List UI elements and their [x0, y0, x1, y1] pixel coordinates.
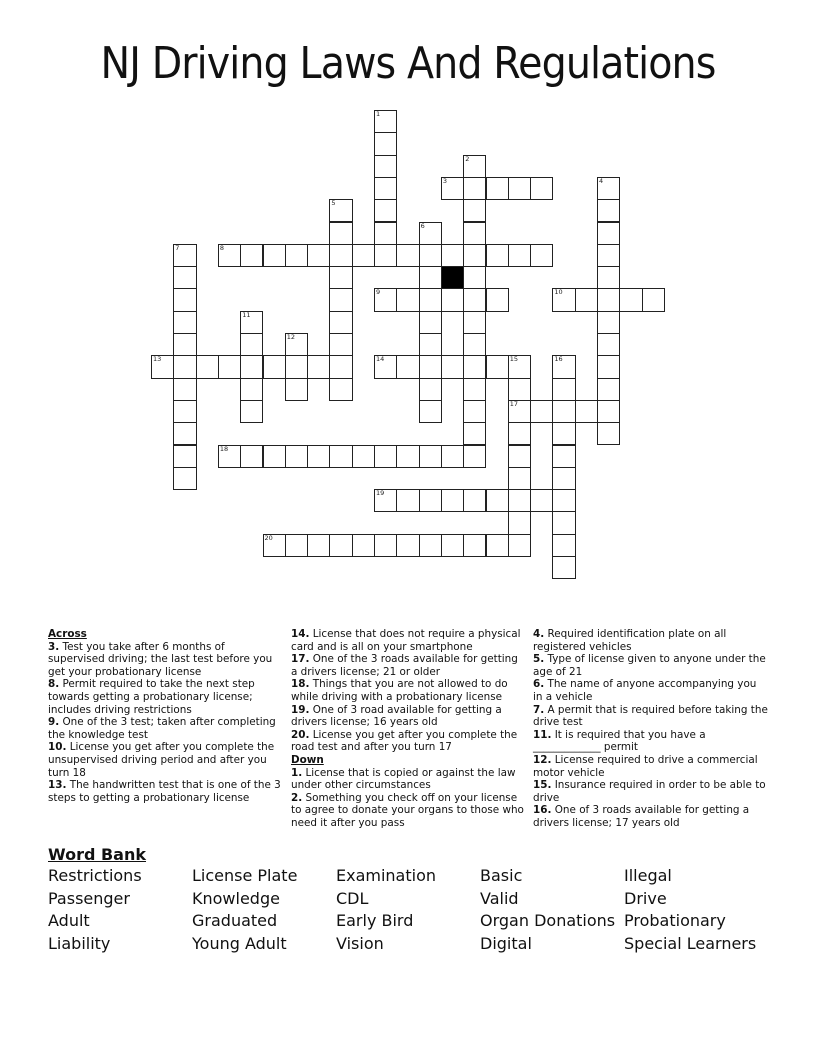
clue-number: 6. [533, 678, 545, 691]
word-bank-item: Valid [480, 888, 519, 908]
clue-text: License that does not require a physical card and is all on your smartphone [291, 628, 521, 653]
crossword-cell[interactable] [552, 445, 575, 468]
word-bank-item: Basic [480, 866, 523, 885]
crossword-cell[interactable] [597, 222, 620, 245]
crossword-cell[interactable] [240, 378, 263, 401]
word-bank-item: Passenger [48, 888, 130, 908]
crossword-cell[interactable] [552, 355, 575, 378]
crossword-cell[interactable] [374, 177, 397, 200]
clue-number: 9. [48, 716, 60, 729]
crossword-cell[interactable] [463, 378, 486, 401]
crossword-cell[interactable] [329, 355, 352, 378]
crossword-cell[interactable] [486, 244, 509, 267]
cell-number: 18 [219, 444, 229, 453]
cell-number: 14 [376, 355, 385, 364]
crossword-cell[interactable] [196, 355, 219, 378]
crossword-cell[interactable] [352, 445, 375, 468]
crossword-cell[interactable] [173, 422, 196, 445]
crossword-cell[interactable] [597, 266, 620, 289]
crossword-cell[interactable] [486, 177, 509, 200]
page-title: NJ Driving Laws And Regulations [100, 38, 716, 89]
crossword-cell[interactable] [285, 333, 308, 356]
clue-down-5 [533, 653, 769, 678]
word-bank [48, 867, 788, 953]
crossword-cell[interactable] [285, 244, 308, 267]
clue-down-11 [533, 729, 769, 754]
crossword-cell[interactable] [396, 445, 419, 468]
word-bank-item: License Plate [192, 866, 298, 885]
crossword-cell[interactable] [597, 244, 620, 267]
crossword-cell[interactable] [441, 534, 464, 557]
crossword-cell[interactable] [329, 333, 352, 356]
crossword-cell[interactable] [374, 534, 397, 557]
clue-number: 18. [291, 678, 310, 691]
crossword-cell[interactable] [597, 355, 620, 378]
crossword-cell[interactable] [486, 534, 509, 557]
crossword-cell[interactable] [508, 489, 531, 512]
clue-across-10 [48, 741, 284, 779]
crossword-cell[interactable] [597, 400, 620, 423]
crossword-cell[interactable] [374, 110, 397, 133]
clue-text: One of the 3 test; taken after completing the knowledge test [48, 716, 276, 741]
crossword-cell[interactable] [374, 132, 397, 155]
crossword-cell[interactable] [463, 177, 486, 200]
crossword-cell[interactable] [352, 534, 375, 557]
clue-text: Permit required to take the next step towards getting a probationary license; includes driving restrictions [48, 678, 255, 716]
word-bank-item: Adult [48, 911, 90, 930]
crossword-cell[interactable] [530, 400, 553, 423]
clue-down-7 [533, 704, 769, 729]
clues-column-3 [533, 628, 769, 830]
crossword-cell[interactable] [441, 355, 464, 378]
crossword-cell[interactable] [396, 489, 419, 512]
crossword-cell[interactable] [173, 288, 196, 311]
crossword-cell[interactable] [374, 445, 397, 468]
clue-number: 17. [291, 653, 310, 666]
cell-number: 17 [509, 399, 519, 408]
crossword-cell[interactable] [173, 445, 196, 468]
clue-across-3 [48, 641, 284, 679]
word-bank-item: Special Learners [624, 933, 757, 953]
cell-number: 6 [420, 221, 425, 230]
clue-text: License required to drive a commercial motor vehicle [533, 753, 758, 779]
crossword-cell[interactable] [374, 355, 397, 378]
crossword-cell[interactable] [597, 311, 620, 334]
crossword-cell[interactable] [329, 244, 352, 267]
crossword-cell[interactable] [441, 288, 464, 311]
crossword-cell[interactable] [329, 311, 352, 334]
crossword-cell[interactable] [419, 266, 442, 289]
crossword-cell[interactable] [396, 534, 419, 557]
crossword-cell[interactable] [263, 445, 286, 468]
crossword-cell[interactable] [508, 244, 531, 267]
clue-number: 13. [48, 779, 67, 792]
crossword-cell[interactable] [619, 288, 642, 311]
crossword-cell[interactable] [240, 244, 263, 267]
word-bank-item: Probationary [624, 911, 726, 930]
crossword-cell[interactable] [173, 378, 196, 401]
crossword-cell[interactable] [285, 534, 308, 557]
clue-number: 1. [291, 766, 303, 779]
crossword-cell[interactable] [575, 400, 598, 423]
crossword-cell[interactable] [441, 177, 464, 200]
cell-number: 12 [286, 333, 296, 341]
clue-text: License you get after you complete the road test and after you turn 17 [291, 728, 518, 754]
cell-number: 16 [554, 355, 563, 364]
crossword-cell[interactable] [486, 288, 509, 311]
crossword-cell[interactable] [463, 445, 486, 468]
crossword-cell[interactable] [173, 400, 196, 423]
cell-number: 4 [599, 176, 604, 185]
cell-number: 1 [376, 110, 381, 118]
crossword-cell[interactable] [240, 355, 263, 378]
crossword-cell[interactable] [151, 355, 174, 378]
crossword-cell[interactable] [441, 445, 464, 468]
crossword-cell[interactable] [374, 288, 397, 311]
crossword-cell[interactable] [419, 244, 442, 267]
clue-text: One of 3 road available for getting a drivers license; 16 years old [291, 703, 502, 729]
crossword-cell[interactable] [463, 266, 486, 289]
crossword-cell[interactable] [597, 422, 620, 445]
clue-number: 2. [291, 791, 303, 804]
crossword-cell[interactable] [508, 511, 531, 534]
crossword-cell[interactable] [396, 355, 419, 378]
word-bank-item: Early Bird [336, 911, 414, 930]
crossword-cell[interactable] [552, 400, 575, 423]
crossword-cell[interactable] [508, 467, 531, 490]
crossword-cell[interactable] [486, 489, 509, 512]
crossword-cell[interactable] [441, 489, 464, 512]
crossword-cell[interactable] [240, 311, 263, 334]
clues-column-1 [48, 628, 284, 804]
crossword-cell[interactable] [419, 400, 442, 423]
crossword-cell[interactable] [329, 266, 352, 289]
crossword-cell[interactable] [374, 222, 397, 245]
cell-number: 8 [219, 243, 225, 252]
clue-across-20 [291, 729, 527, 754]
crossword-cell[interactable] [329, 534, 352, 557]
crossword-cell[interactable] [173, 244, 196, 267]
crossword-cell[interactable] [329, 199, 352, 222]
crossword-cell[interactable] [352, 244, 375, 267]
cell-number: 19 [376, 489, 385, 498]
crossword-cell[interactable] [508, 400, 531, 423]
crossword-cell[interactable] [597, 378, 620, 401]
cell-number: 3 [442, 176, 448, 185]
crossword-cell[interactable] [263, 244, 286, 267]
crossword-cell[interactable] [419, 355, 442, 378]
clue-number: 7. [533, 703, 545, 716]
crossword-cell[interactable] [575, 288, 598, 311]
crossword-cell[interactable] [419, 489, 442, 512]
cell-number: 11 [242, 310, 251, 319]
crossword-cell[interactable] [240, 445, 263, 468]
clue-across-13 [48, 779, 284, 804]
crossword-cell[interactable] [285, 378, 308, 401]
crossword-cell[interactable] [396, 288, 419, 311]
cell-number: 7 [175, 243, 180, 252]
clue-number: 5. [533, 653, 545, 666]
crossword-cell[interactable] [597, 333, 620, 356]
word-bank-item: Liability [48, 933, 111, 953]
crossword-cell[interactable] [508, 422, 531, 445]
cell-number: 2 [465, 154, 470, 163]
crossword-cell[interactable] [329, 378, 352, 401]
clue-down-1 [291, 767, 527, 792]
clue-text: Insurance required in order to be able to drive [533, 779, 766, 804]
clue-text: One of 3 roads available for getting a drivers license; 17 years old [533, 804, 750, 829]
crossword-cell[interactable] [218, 244, 241, 267]
crossword-cell[interactable] [396, 244, 419, 267]
crossword-cell[interactable] [530, 177, 553, 200]
crossword-cell[interactable] [552, 467, 575, 490]
word-bank-item: Drive [624, 888, 667, 908]
clue-number: 8. [48, 678, 60, 691]
crossword-cell[interactable] [552, 378, 575, 401]
word-bank-item: Organ Donations [480, 911, 616, 930]
cell-number: 15 [509, 355, 519, 364]
crossword-cell[interactable] [173, 467, 196, 490]
crossword-cell[interactable] [530, 489, 553, 512]
crossword-cell[interactable] [508, 177, 531, 200]
cell-number: 10 [554, 288, 563, 297]
crossword-cell[interactable] [597, 177, 620, 200]
clue-text: One of the 3 roads available for getting a drivers license; 21 or older [291, 653, 518, 678]
clue-number: 4. [533, 628, 545, 640]
crossword-cell[interactable] [508, 445, 531, 468]
clue-text: Type of license given to anyone under the age of 21 [533, 653, 766, 678]
word-bank-item: CDL [336, 888, 369, 908]
crossword-cell[interactable] [329, 288, 352, 311]
crossword-cell[interactable] [463, 400, 486, 423]
crossword-cell[interactable] [463, 422, 486, 445]
crossword-cell[interactable] [463, 244, 486, 267]
clue-text: A permit that is required before taking the drive test [533, 703, 768, 729]
word-bank-item: Illegal [624, 866, 672, 885]
clue-text: License you get after you complete the unsupervised driving period and after you turn 18 [48, 741, 275, 779]
crossword-cell[interactable] [463, 333, 486, 356]
clue-across-19 [291, 704, 527, 729]
crossword-cell[interactable] [329, 445, 352, 468]
crossword-cell[interactable] [463, 155, 486, 178]
cell-number: 13 [153, 355, 162, 364]
crossword-cell[interactable] [552, 534, 575, 557]
clue-text: The handwritten test that is one of the 3 steps to getting a probationary license [48, 779, 281, 804]
clue-text: Test you take after 6 months of supervised driving; the last test before you get your probationary license [48, 640, 273, 678]
crossword-cell[interactable] [173, 266, 196, 289]
crossword-cell[interactable] [218, 445, 241, 468]
across-heading: Across [48, 628, 87, 640]
crossword-cell[interactable] [374, 244, 397, 267]
crossword-cell[interactable] [597, 199, 620, 222]
clues-column-2 [291, 628, 527, 830]
crossword-cell[interactable] [285, 355, 308, 378]
word-bank-item: Examination [336, 866, 437, 885]
crossword-cell[interactable] [597, 288, 620, 311]
cell-number: 5 [331, 199, 336, 208]
word-bank-heading: Word Bank [48, 845, 147, 864]
crossword-cell[interactable] [419, 288, 442, 311]
crossword-cell[interactable] [552, 288, 575, 311]
crossword-cell[interactable] [419, 445, 442, 468]
clue-down-15 [533, 779, 769, 804]
crossword-cell[interactable] [441, 244, 464, 267]
crossword-cell[interactable] [419, 333, 442, 356]
word-bank-item: Restrictions [48, 866, 142, 885]
word-bank-item: Graduated [192, 911, 278, 930]
crossword-cell[interactable] [419, 222, 442, 245]
clue-text: License that is copied or against the law under other circumstances [291, 766, 516, 792]
clue-across-14 [291, 628, 527, 653]
clue-number: 10. [48, 741, 67, 754]
crossword-cell[interactable] [240, 333, 263, 356]
clue-number: 12. [533, 753, 552, 766]
word-bank-item: Knowledge [192, 888, 280, 908]
crossword-cell[interactable] [508, 378, 531, 401]
clue-down-12 [533, 754, 769, 779]
crossword-cell[interactable] [463, 311, 486, 334]
clue-down-2 [291, 792, 527, 830]
crossword-cell[interactable] [374, 155, 397, 178]
crossword-cell[interactable] [173, 311, 196, 334]
crossword-cell[interactable] [374, 199, 397, 222]
crossword-cell[interactable] [263, 355, 286, 378]
crossword-cell[interactable] [307, 534, 330, 557]
crossword-cell[interactable] [307, 355, 330, 378]
crossword-cell[interactable] [508, 355, 531, 378]
crossword-cell[interactable] [240, 400, 263, 423]
clue-number: 14. [291, 628, 310, 640]
down-heading: Down [291, 753, 324, 766]
cell-number: 9 [376, 288, 381, 297]
crossword-cell[interactable] [463, 534, 486, 557]
word-bank-item: Digital [480, 933, 532, 953]
clue-across-8 [48, 678, 284, 716]
clue-down-6 [533, 678, 769, 703]
clue-text: It is required that you have a _____________ permit [533, 728, 706, 754]
crossword-cell[interactable] [486, 355, 509, 378]
clue-text: Required identification plate on all registered vehicles [533, 628, 727, 653]
clue-number: 16. [533, 804, 552, 817]
crossword-cell[interactable] [463, 199, 486, 222]
crossword-cell[interactable] [552, 556, 575, 579]
clue-number: 19. [291, 703, 310, 716]
cell-number: 20 [264, 533, 273, 542]
crossword-cell[interactable] [285, 445, 308, 468]
crossword-cell[interactable] [173, 355, 196, 378]
crossword-cell[interactable] [419, 534, 442, 557]
crossword-cell[interactable] [530, 244, 553, 267]
clue-down-4 [533, 628, 769, 653]
crossword-cell[interactable] [307, 244, 330, 267]
clue-text: The name of anyone accompanying you in a vehicle [533, 678, 757, 703]
crossword-cell[interactable] [419, 311, 442, 334]
crossword-cell[interactable] [552, 422, 575, 445]
word-bank-item: Young Adult [192, 933, 287, 953]
crossword-cell[interactable] [374, 489, 397, 512]
clue-across-18 [291, 678, 527, 703]
clue-down-16 [533, 804, 769, 829]
clue-text: Things that you are not allowed to do while driving with a probationary license [291, 678, 508, 703]
crossword-cell[interactable] [642, 288, 665, 311]
clue-text: Something you check off on your license to agree to donate your organs to those who need it after you pass [291, 791, 524, 829]
crossword-cell[interactable] [173, 333, 196, 356]
crossword-cell[interactable] [329, 222, 352, 245]
crossword-cell[interactable] [218, 355, 241, 378]
clue-number: 11. [533, 728, 552, 741]
crossword-cell[interactable] [307, 445, 330, 468]
crossword-cell[interactable] [552, 511, 575, 534]
crossword-black-cell [441, 266, 464, 289]
crossword-cell[interactable] [508, 534, 531, 557]
crossword-cell[interactable] [552, 489, 575, 512]
crossword-cell[interactable] [463, 222, 486, 245]
clue-across-17 [291, 653, 527, 678]
clue-number: 3. [48, 640, 60, 653]
clue-across-9 [48, 716, 284, 741]
crossword-cell[interactable] [463, 355, 486, 378]
crossword-cell[interactable] [463, 489, 486, 512]
crossword-cell[interactable] [263, 534, 286, 557]
clue-number: 20. [291, 728, 310, 741]
clue-number: 15. [533, 779, 552, 792]
word-bank-item: Vision [336, 933, 384, 953]
crossword-cell[interactable] [419, 378, 442, 401]
crossword-cell[interactable] [463, 288, 486, 311]
